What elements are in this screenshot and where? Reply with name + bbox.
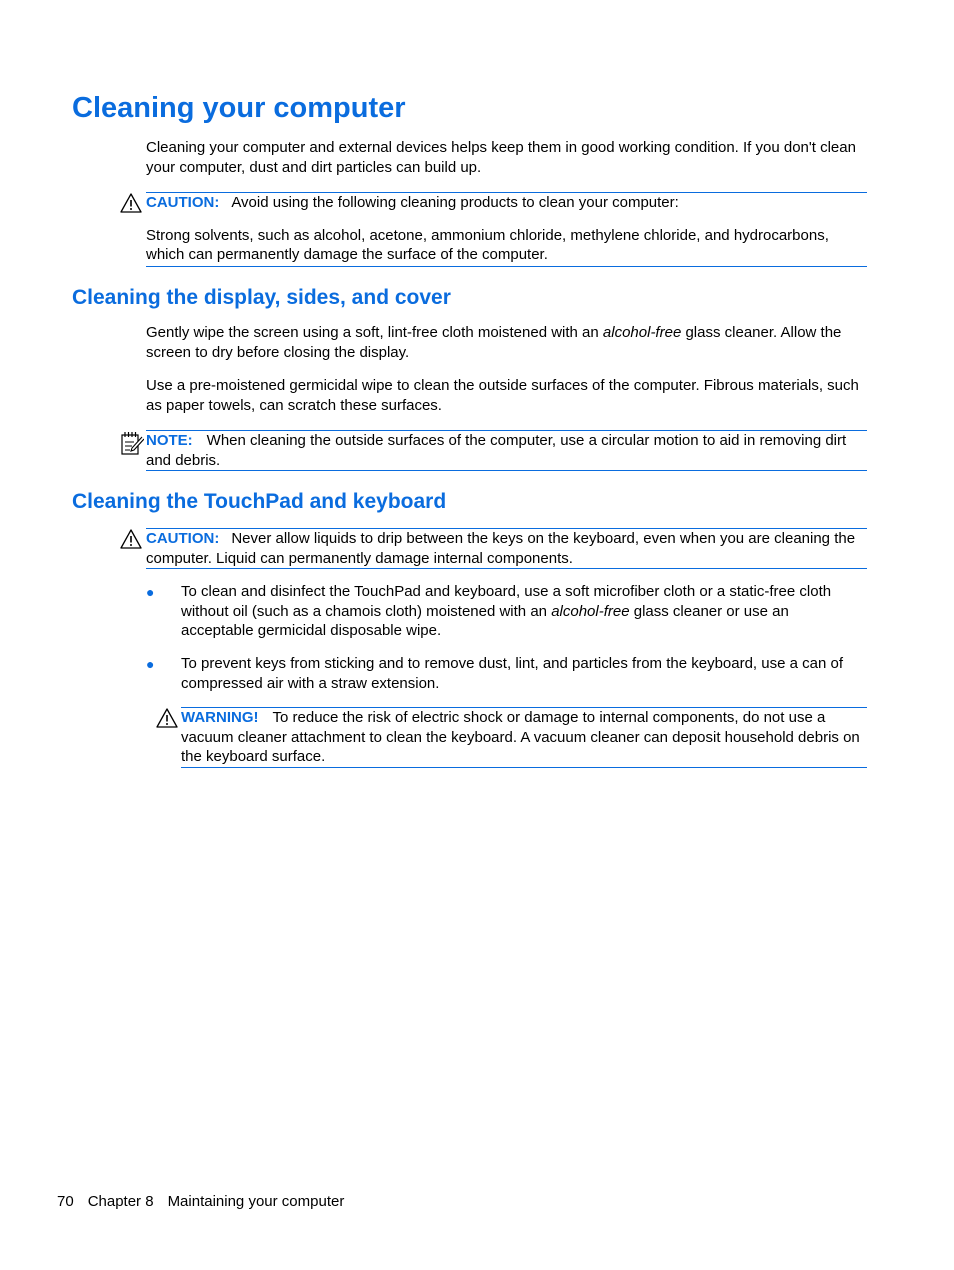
warning-text: To reduce the risk of electric shock or damage to internal components, do not use a vacuum cleaner attachment to clean the keyboard. A vacuum cleaner can deposit household debris on the keyboard surface.: [181, 709, 860, 765]
caution-box: [146, 192, 867, 267]
page-title: Cleaning your computer: [72, 92, 406, 124]
caution-label: CAUTION:: [146, 194, 220, 211]
list-item: To prevent keys from sticking and to remove dust, lint, and particles from the keyboard, use a can of compressed air with a straw extension.: [181, 655, 843, 692]
caution-text: Avoid using the following cleaning products to clean your computer:: [231, 194, 679, 211]
warning-box: [181, 707, 867, 768]
caution-label: CAUTION:: [146, 530, 220, 547]
list-bullet: ●: [146, 656, 155, 672]
page-footer: [57, 1192, 358, 1211]
chapter-title: Maintaining your computer: [167, 1193, 345, 1210]
caution-icon: [120, 193, 142, 213]
section-heading-display: Cleaning the display, sides, and cover: [72, 286, 451, 309]
display-paragraph-2: Use a pre-moistened germicidal wipe to clean the outside surfaces of the computer. Fibrous materials, such as paper towels, can scratch these surfaces.: [146, 377, 859, 414]
warning-icon: [156, 708, 178, 728]
section-heading-touchpad: Cleaning the TouchPad and keyboard: [72, 490, 447, 513]
warning-label: WARNING!: [181, 709, 259, 726]
caution-icon: [120, 529, 142, 549]
note-box: [146, 430, 867, 471]
page-number: 70: [57, 1193, 74, 1210]
note-icon: [120, 431, 144, 455]
caution-text: Never allow liquids to drip between the keys on the keyboard, even when you are cleaning the computer. Liquid can permanently damage internal components.: [146, 530, 856, 567]
caution-detail: Strong solvents, such as alcohol, acetone, ammonium chloride, methylene chloride, and hydrocarbons, which can permanently damage the surface of the computer.: [146, 226, 829, 263]
note-label: NOTE:: [146, 432, 193, 449]
list-item: To clean and disinfect the TouchPad and keyboard, use a soft microfiber cloth or a static-free cloth without oil (such as a chamois cloth) moistened with an alcohol-free glass cleaner or use an acceptable germicidal disposable wipe.: [181, 583, 832, 639]
display-paragraph-1: Gently wipe the screen using a soft, lint-free cloth moistened with an alcohol-free glass cleaner. Allow the screen to dry before closing the display.: [146, 324, 842, 361]
caution-box-touchpad: [146, 528, 867, 569]
chapter-label: Chapter 8: [87, 1193, 154, 1210]
intro-paragraph: Cleaning your computer and external devices helps keep them in good working condition. If you don't clean your computer, dust and dirt particles can build up.: [146, 139, 856, 176]
note-text: When cleaning the outside surfaces of the computer, use a circular motion to aid in removing dirt and debris.: [146, 432, 847, 469]
list-bullet: ●: [146, 584, 155, 600]
